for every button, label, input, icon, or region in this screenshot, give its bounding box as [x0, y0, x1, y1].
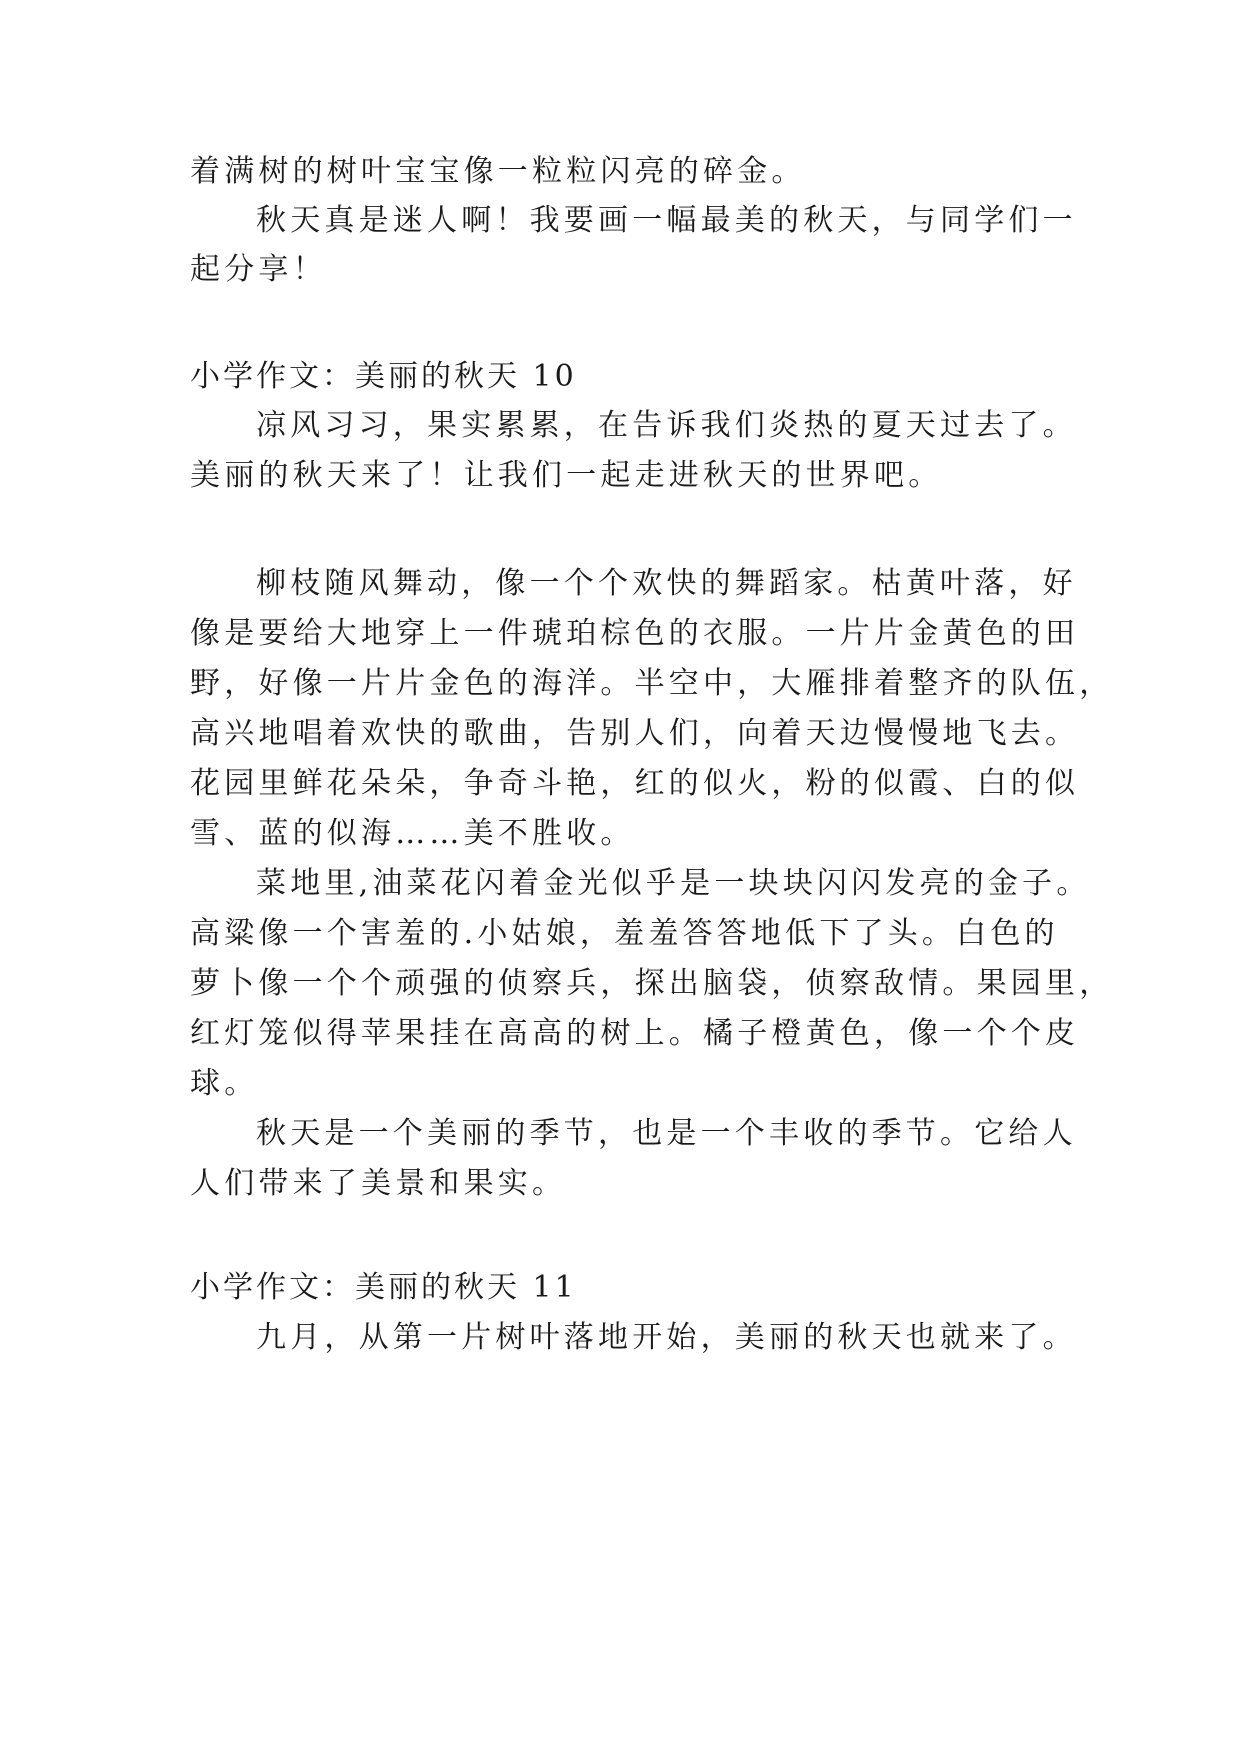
text-line: 高兴地唱着欢快的歌曲，告别人们，向着天边慢慢地飞去。 [190, 716, 1080, 751]
text-line: 着满树的树叶宝宝像一粒粒闪亮的碎金。 [190, 154, 806, 189]
text-line: 球。 [190, 1066, 259, 1101]
text-line: 美丽的秋天来了！让我们一起走进秋天的世界吧。 [190, 458, 943, 493]
text-line: 高粱像一个害羞的.小姑娘，羞羞答答地低下了头。白色的 [190, 916, 1059, 951]
paragraph-first-line: 凉风习习，果实累累，在告诉我们炎热的夏天过去了。 [256, 408, 1077, 443]
paragraph-first-line: 秋天真是迷人啊！我要画一幅最美的秋天，与同学们一 [256, 203, 1077, 238]
text-line: 野，好像一片片金色的海洋。半空中，大雁排着整齐的队伍， [190, 666, 1114, 701]
paragraph-first-line: 柳枝随风舞动，像一个个欢快的舞蹈家。枯黄叶落，好 [256, 566, 1077, 601]
text-line: 雪、蓝的似海……美不胜收。 [190, 816, 635, 851]
text-line: 花园里鲜花朵朵，争奇斗艳，红的似火，粉的似霞、白的似 [190, 766, 1080, 801]
paragraph-first-line: 秋天是一个美丽的季节，也是一个丰收的季节。它给人 [256, 1116, 1077, 1151]
text-line: 起分享！ [190, 252, 327, 287]
text-line: 像是要给大地穿上一件琥珀棕色的衣服。一片片金黄色的田 [190, 616, 1080, 651]
text-line: 人们带来了美景和果实。 [190, 1166, 567, 1201]
text-line: 萝卜像一个个顽强的侦察兵，探出脑袋，侦察敌情。果园里， [190, 966, 1114, 1001]
text-line: 红灯笼似得苹果挂在高高的树上。橘子橙黄色，像一个个皮 [190, 1016, 1080, 1051]
section-heading: 小学作文：美丽的秋天 10 [190, 359, 577, 394]
section-heading: 小学作文：美丽的秋天 11 [190, 1270, 577, 1305]
paragraph-first-line: 九月，从第一片树叶落地开始，美丽的秋天也就来了。 [256, 1320, 1077, 1355]
paragraph-first-line: 菜地里,油菜花闪着金光似乎是一块块闪闪发亮的金子。 [256, 866, 1091, 901]
